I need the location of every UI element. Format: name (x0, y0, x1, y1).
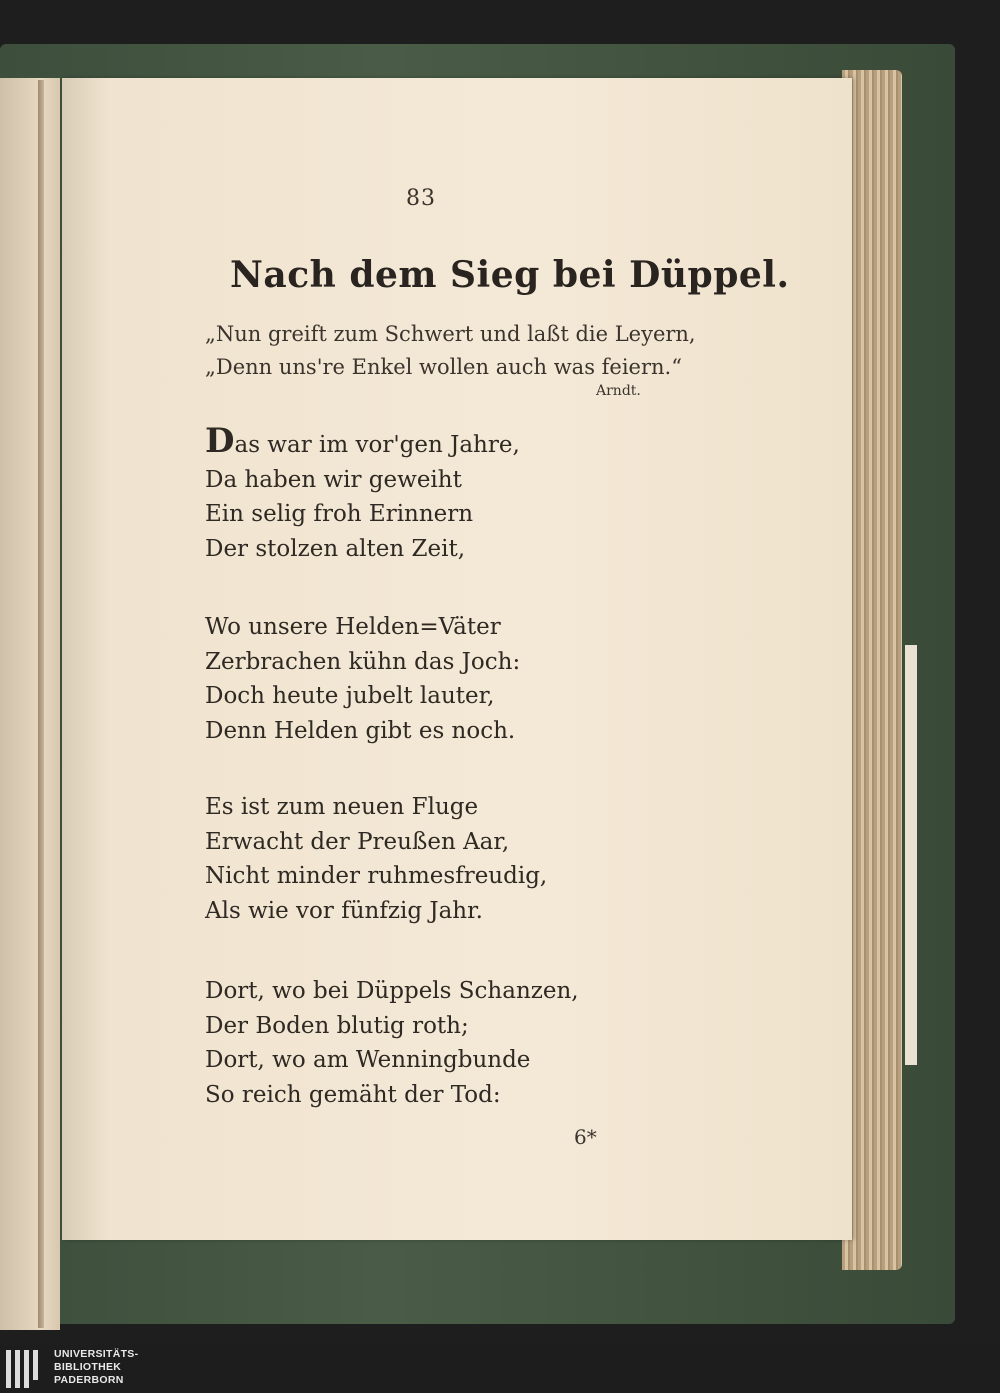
stanza-3 (205, 790, 547, 928)
verse-line-text: as war im vor'gen Jahre, (234, 432, 520, 458)
verse-line: Nicht minder ruhmesfreudig, (205, 863, 548, 889)
verse-line: Erwacht der Preußen Aar, (205, 828, 510, 855)
logo-line: UNIVERSITÄTS- (54, 1348, 139, 1360)
verse-line: Wo unsere Helden=Väter (205, 614, 501, 640)
stanza-1 (205, 421, 520, 566)
verse-line: Da haben wir geweiht (205, 466, 462, 493)
left-page-edge (0, 78, 60, 1330)
page-insert (905, 645, 917, 1065)
stanza-2 (205, 610, 520, 748)
verse-line: Dort, wo am Wenningbunde (205, 1047, 531, 1073)
verse-line: Es ist zum neuen Fluge (205, 794, 479, 820)
verse-line: Zerbrachen kühn das Joch: (205, 648, 521, 675)
epigraph (205, 318, 696, 384)
library-logo-text (54, 1348, 138, 1387)
page-number: 83 (406, 186, 436, 211)
verse-line: Als wie vor fünfzig Jahr. (205, 897, 483, 924)
verse-line: Der stolzen alten Zeit, (205, 535, 466, 562)
stanza-4 (205, 974, 579, 1112)
verse-line: Ein selig froh Erinnern (205, 501, 474, 527)
verse-line: Doch heute jubelt lauter, (205, 683, 495, 709)
verse-line: Denn Helden gibt es noch. (205, 717, 516, 744)
library-footer (0, 1345, 1000, 1393)
printer-signature: 6* (574, 1125, 597, 1149)
verse-line: Der Boden blutig roth; (205, 1012, 469, 1039)
poem-title: Nach dem Sieg bei Düppel. (230, 254, 790, 296)
verse-line: Dort, wo bei Düppels Schanzen, (205, 978, 579, 1004)
verse-line (205, 421, 520, 463)
gutter (38, 80, 44, 1328)
epigraph-line: „Denn uns're Enkel wollen auch was feiern.“ (205, 355, 682, 379)
drop-cap: D (205, 421, 235, 461)
logo-line: BIBLIOTHEK (54, 1361, 122, 1373)
logo-line: PADERBORN (54, 1374, 124, 1386)
library-logo-icon (6, 1350, 46, 1388)
epigraph-attribution: Arndt. (596, 383, 641, 399)
epigraph-line: „Nun greift zum Schwert und laßt die Leyern, (205, 322, 696, 346)
verse-line: So reich gemäht der Tod: (205, 1081, 501, 1108)
